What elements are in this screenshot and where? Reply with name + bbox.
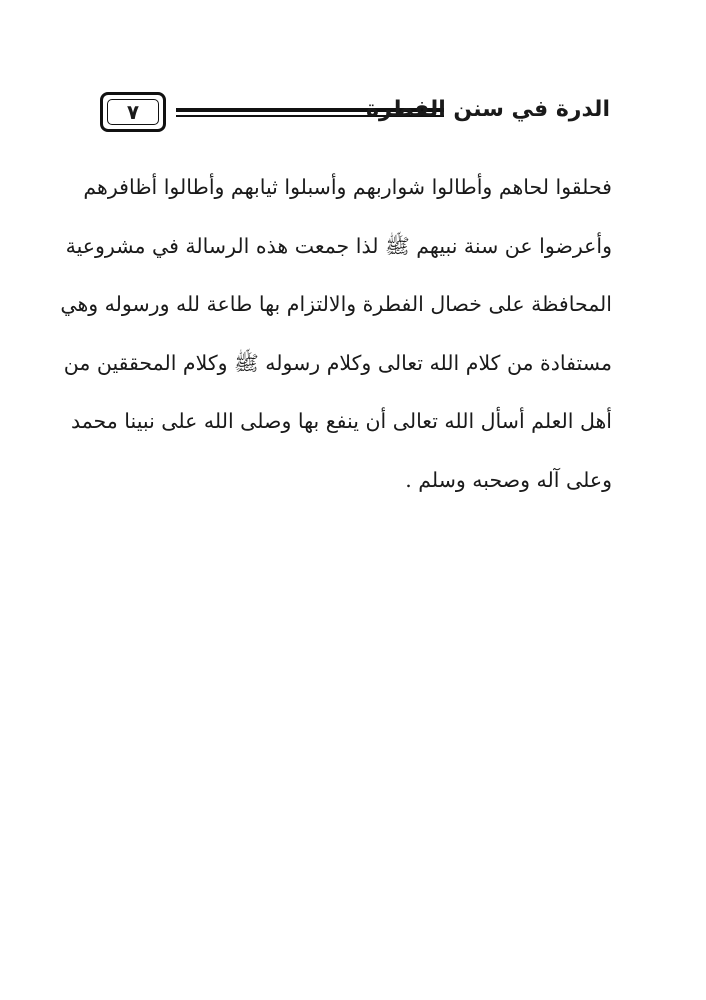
text-line-6: وعلى آله وصحبه وسلم .	[405, 467, 612, 492]
text-line-1: فحلقوا لحاهم وأطالوا شواربهم وأسبلوا ثيابهم وأطالوا أظافرهم	[83, 175, 612, 199]
text-line-5: أهل العلم أسأل الله تعالى أن ينفع بها وصلى الله على نبينا محمد	[70, 409, 612, 433]
text-line-3: المحافظة على خصال الفطرة والالتزام بها طاعة لله ورسوله وهي	[60, 292, 612, 316]
page-number-frame	[100, 92, 166, 132]
page-number: ٧	[126, 100, 140, 124]
text-line-2: وأعرضوا عن سنة نبيهم ﷺ لذا جمعت هذه الرسالة في مشروعية	[65, 233, 612, 258]
book-title: الدرة في سنن الفطرة	[366, 97, 610, 122]
page-header	[100, 92, 610, 138]
body-paragraph	[60, 158, 612, 509]
text-line-4: مستفادة من كلام الله تعالى وكلام رسوله ﷺ وكلام المحققين من	[63, 350, 612, 375]
